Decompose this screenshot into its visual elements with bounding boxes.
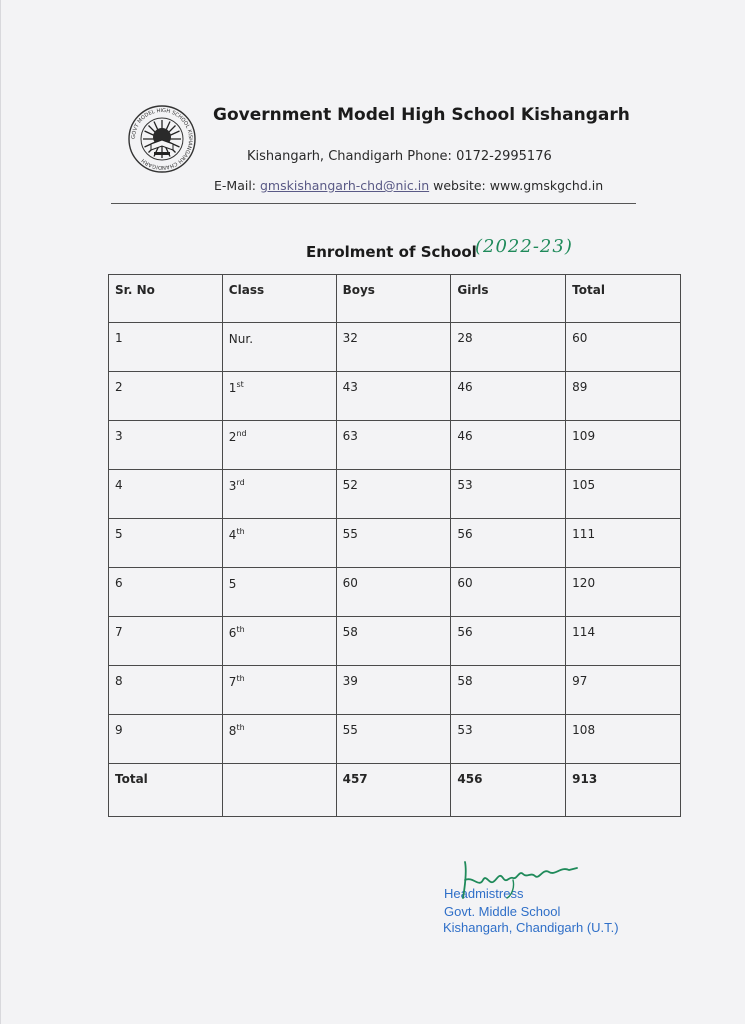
contact-line <box>214 178 603 193</box>
cell-total: 108 <box>566 715 681 764</box>
table-row <box>109 519 681 568</box>
cell-sr-no: 1 <box>109 323 223 372</box>
table-header-row <box>109 275 681 323</box>
cell-girls: 46 <box>451 421 566 470</box>
cell-class: 7th <box>222 666 336 715</box>
table-row <box>109 715 681 764</box>
cell-total: 120 <box>566 568 681 617</box>
website-text: www.gmskgchd.in <box>489 178 604 193</box>
cell-boys: 39 <box>336 666 451 715</box>
stamp-line-school: Govt. Middle School <box>444 904 561 919</box>
header-class: Class <box>222 275 336 323</box>
cell-sr-no: 8 <box>109 666 223 715</box>
table-total-row <box>109 764 681 817</box>
cell-girls: 46 <box>451 372 566 421</box>
cell-class: 1st <box>222 372 336 421</box>
address-line: Kishangarh, Chandigarh Phone: 0172-2995176 <box>247 149 552 164</box>
cell-total: 89 <box>566 372 681 421</box>
cell-class: Nur. <box>222 323 336 372</box>
cell-class: 3rd <box>222 470 336 519</box>
header-boys: Boys <box>336 275 451 323</box>
cell-sr-no: 3 <box>109 421 223 470</box>
cell-total: 97 <box>566 666 681 715</box>
cell-boys: 63 <box>336 421 451 470</box>
cell-boys: 58 <box>336 617 451 666</box>
cell-girls: 60 <box>451 568 566 617</box>
cell-boys: 55 <box>336 715 451 764</box>
table-row <box>109 372 681 421</box>
cell-boys: 60 <box>336 568 451 617</box>
cell-sr-no: 9 <box>109 715 223 764</box>
cell-girls: 56 <box>451 519 566 568</box>
cell-boys: 52 <box>336 470 451 519</box>
table-row <box>109 568 681 617</box>
website-label: website: <box>429 178 490 193</box>
signature-icon <box>453 858 583 904</box>
total-boys: 457 <box>336 764 451 817</box>
cell-sr-no: 6 <box>109 568 223 617</box>
total-class-empty <box>222 764 336 817</box>
cell-class: 4th <box>222 519 336 568</box>
cell-boys: 43 <box>336 372 451 421</box>
emblem-ring-text: GOVT MODEL HIGH SCHOOL KISHANGARH CHANDIGARH <box>130 107 194 171</box>
cell-class: 6th <box>222 617 336 666</box>
table-row <box>109 470 681 519</box>
header-sr-no: Sr. No <box>109 275 223 323</box>
cell-girls: 28 <box>451 323 566 372</box>
stamp-line-location: Kishangarh, Chandigarh (U.T.) <box>443 920 619 935</box>
header-divider <box>111 203 636 204</box>
enrolment-table <box>108 274 681 817</box>
stamp-line-title: Headmistress <box>444 886 524 901</box>
cell-total: 114 <box>566 617 681 666</box>
cell-girls: 53 <box>451 470 566 519</box>
cell-class: 5 <box>222 568 336 617</box>
cell-total: 111 <box>566 519 681 568</box>
total-girls: 456 <box>451 764 566 817</box>
cell-sr-no: 7 <box>109 617 223 666</box>
table-row <box>109 617 681 666</box>
cell-total: 105 <box>566 470 681 519</box>
table-row <box>109 666 681 715</box>
cell-class: 2nd <box>222 421 336 470</box>
total-label: Total <box>109 764 223 817</box>
school-emblem-icon <box>127 104 197 174</box>
cell-boys: 55 <box>336 519 451 568</box>
school-name: Government Model High School Kishangarh <box>213 105 630 125</box>
email-link[interactable]: gmskishangarh-chd@nic.in <box>259 178 430 193</box>
total-all: 913 <box>566 764 681 817</box>
cell-girls: 58 <box>451 666 566 715</box>
document-title: Enrolment of School <box>306 243 477 261</box>
header-total: Total <box>566 275 681 323</box>
table-row <box>109 323 681 372</box>
cell-sr-no: 4 <box>109 470 223 519</box>
email-label: E-Mail: <box>214 178 260 193</box>
cell-sr-no: 2 <box>109 372 223 421</box>
table-row <box>109 421 681 470</box>
cell-girls: 56 <box>451 617 566 666</box>
cell-total: 109 <box>566 421 681 470</box>
cell-girls: 53 <box>451 715 566 764</box>
document-year-handwritten: (2022-23) <box>475 236 573 257</box>
header-girls: Girls <box>451 275 566 323</box>
cell-boys: 32 <box>336 323 451 372</box>
cell-sr-no: 5 <box>109 519 223 568</box>
cell-total: 60 <box>566 323 681 372</box>
cell-class: 8th <box>222 715 336 764</box>
